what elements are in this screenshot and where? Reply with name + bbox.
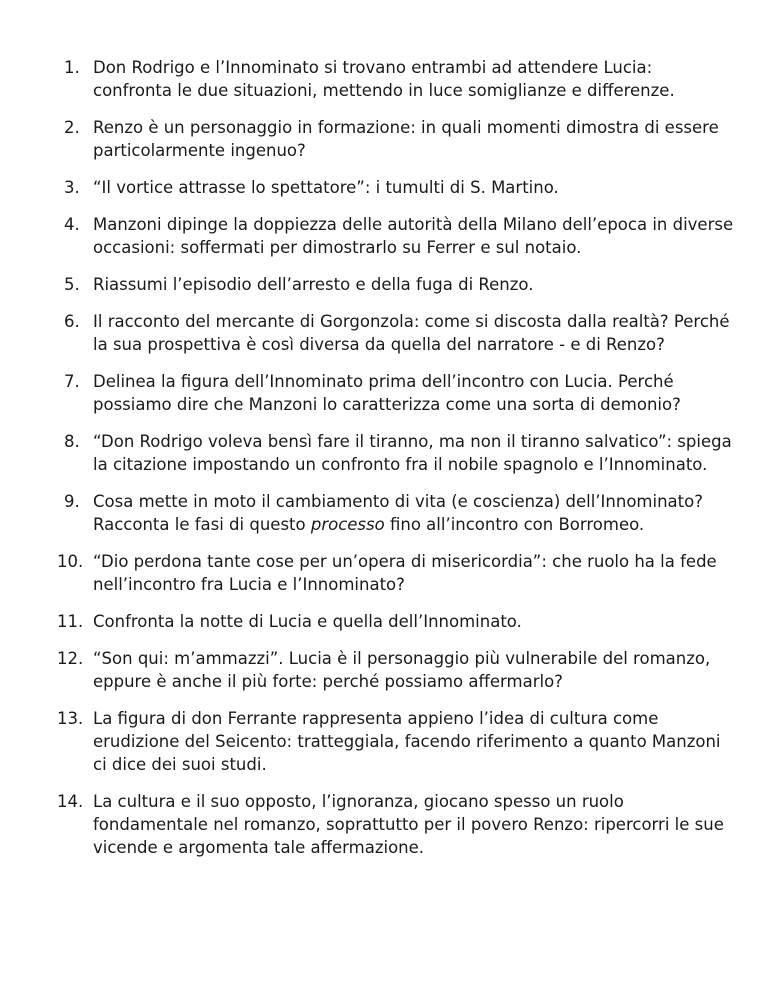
question-item (0, 273, 757, 296)
question-number: 9. (64, 492, 80, 511)
question-text: Riassumi l’episodio dell’arresto e della fuga di Renzo. (93, 275, 534, 294)
question-number: 5. (64, 275, 80, 294)
question-text: Manzoni dipinge la doppiezza delle autorità della Milano dell’epoca in diverse occasioni: soffermati per dimostrarlo su Ferrer e sul notaio. (93, 215, 734, 257)
question-item (0, 56, 757, 102)
question-text: Renzo è un personaggio in formazione: in quali momenti dimostra di essere particolarmente ingenuo? (93, 118, 719, 160)
question-text: La cultura e il suo opposto, l’ignoranza, giocano spesso un ruolo fondamentale nel romanzo, soprattutto per il povero Renzo: ripercorri le sue vicende e argomenta tale affermazione. (93, 792, 724, 857)
question-number: 1. (64, 58, 80, 77)
question-text (93, 492, 703, 534)
question-item (0, 310, 757, 356)
question-number: 2. (64, 118, 80, 137)
question-text-emphasis: processo (310, 515, 385, 534)
question-item (0, 610, 757, 633)
question-text: Don Rodrigo e l’Innominato si trovano entrambi ad attendere Lucia: confronta le due situazioni, mettendo in luce somiglianze e differenze. (93, 58, 675, 100)
question-item (0, 550, 757, 596)
question-number: 8. (64, 432, 80, 451)
question-number: 12. (57, 649, 84, 668)
question-number: 4. (64, 215, 80, 234)
question-item (0, 707, 757, 776)
question-number: 13. (57, 709, 84, 728)
question-number: 10. (57, 552, 84, 571)
question-text: “Dio perdona tante cose per un’opera di misericordia”: che ruolo ha la fede nell’incontro fra Lucia e l’Innominato? (93, 552, 717, 594)
question-text: “Son qui: m’ammazzi”. Lucia è il personaggio più vulnerabile del romanzo, eppure è anche il più forte: perché possiamo affermarlo? (93, 649, 711, 691)
question-text-after: fino all’incontro con Borromeo. (384, 515, 645, 534)
question-number: 7. (64, 372, 80, 391)
question-text: Confronta la notte di Lucia e quella dell’Innominato. (93, 612, 522, 631)
question-item (0, 176, 757, 199)
question-text: Delinea la figura dell’Innominato prima dell’incontro con Lucia. Perché possiamo dire che Manzoni lo caratterizza come una sorta di demonio? (93, 372, 681, 414)
question-item (0, 647, 757, 693)
question-text: “Il vortice attrasse lo spettatore”: i tumulti di S. Martino. (93, 178, 559, 197)
question-number: 14. (57, 792, 84, 811)
question-list (0, 56, 757, 873)
question-item (0, 790, 757, 859)
question-text: Il racconto del mercante di Gorgonzola: come si discosta dalla realtà? Perché la sua prospettiva è così diversa da quella del narratore - e di Renzo? (93, 312, 730, 354)
question-number: 11. (57, 612, 84, 631)
question-item (0, 213, 757, 259)
question-number: 6. (64, 312, 80, 331)
question-item (0, 370, 757, 416)
question-text-before: Cosa mette in moto il cambiamento di vita (e coscienza) dell’Innominato? Racconta le fasi di questo (93, 492, 703, 534)
question-text: La figura di don Ferrante rappresenta appieno l’idea di cultura come erudizione del Seicento: tratteggiala, facendo riferimento a quanto Manzoni ci dice dei suoi studi. (93, 709, 721, 774)
question-number: 3. (64, 178, 80, 197)
question-text: “Don Rodrigo voleva bensì fare il tiranno, ma non il tiranno salvatico”: spiega la citazione impostando un confronto fra il nobile spagnolo e l’Innominato. (93, 432, 732, 474)
question-item (0, 430, 757, 476)
question-item (0, 490, 757, 536)
question-item (0, 116, 757, 162)
